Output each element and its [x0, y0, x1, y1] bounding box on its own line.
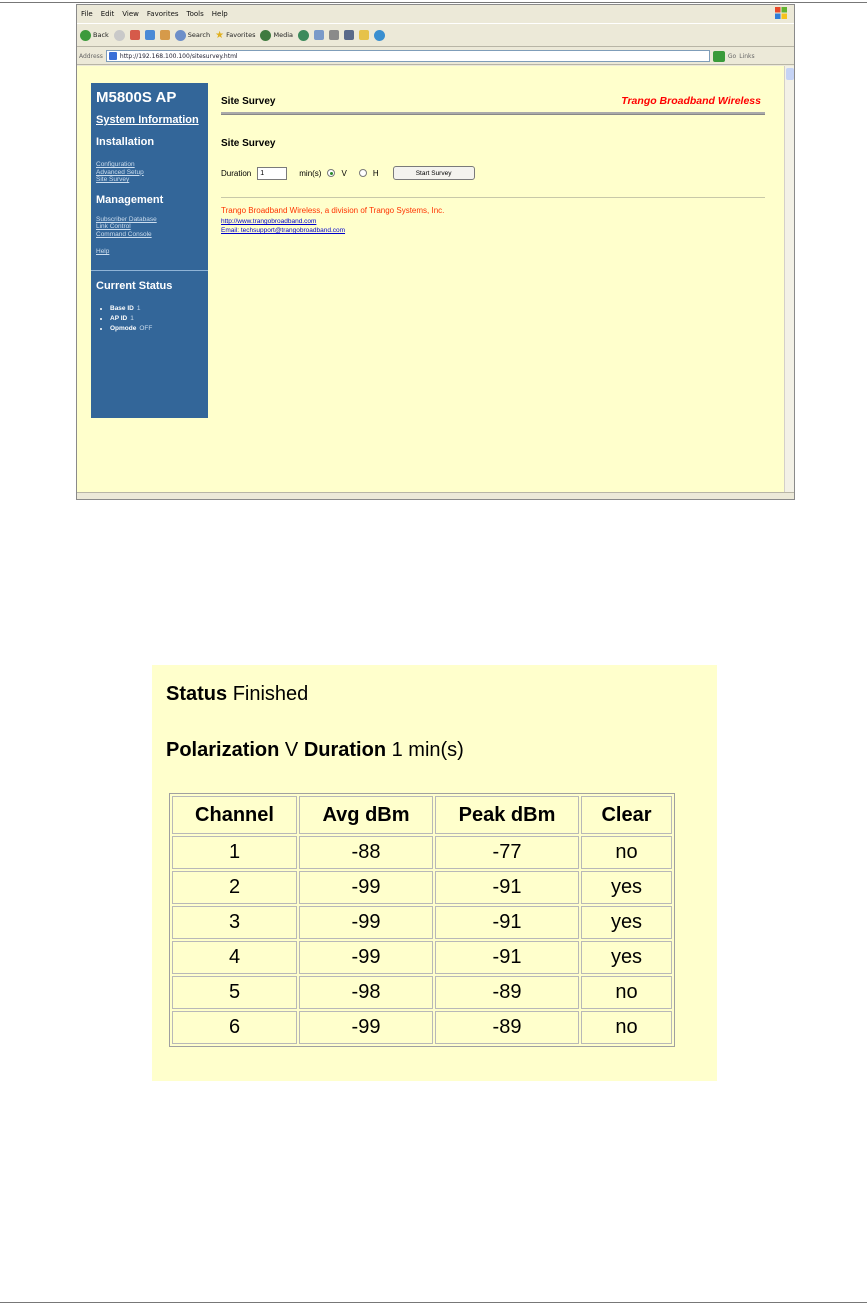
status-value: 1	[136, 304, 141, 312]
peak-dbm-cell: -91	[435, 941, 579, 974]
survey-result-panel	[152, 665, 717, 1081]
peak-dbm-cell: -91	[435, 906, 579, 939]
channel-cell: 5	[172, 976, 297, 1009]
site-survey-link[interactable]: Site Survey	[96, 176, 130, 183]
messenger-button[interactable]	[374, 30, 385, 41]
channel-cell: 3	[172, 906, 297, 939]
go-arrow-icon[interactable]	[713, 51, 725, 62]
current-status-heading: Current Status	[96, 279, 173, 292]
print-icon	[329, 30, 339, 40]
windows-logo-icon	[774, 6, 788, 20]
clear-cell: yes	[581, 906, 672, 939]
system-information-link[interactable]: System Information	[96, 114, 199, 126]
status-item-base-id	[110, 304, 203, 314]
menu-view[interactable]: View	[122, 9, 139, 18]
favorites-button[interactable]	[215, 30, 255, 41]
peak-dbm-cell: -77	[435, 836, 579, 869]
column-header-avg-dbm: Avg dBm	[299, 796, 433, 834]
refresh-button[interactable]	[145, 30, 155, 40]
status-label: Status	[166, 683, 228, 705]
page-icon	[109, 52, 117, 60]
polarization-h-label: H	[372, 168, 379, 178]
refresh-icon	[145, 30, 155, 40]
search-button[interactable]	[175, 30, 210, 41]
status-label: AP ID	[110, 314, 128, 322]
avg-dbm-cell: -99	[299, 871, 433, 904]
browser-toolbar	[77, 23, 794, 47]
website-link[interactable]: http://www.trangobroadband.com	[221, 218, 317, 225]
peak-dbm-cell: -89	[435, 1011, 579, 1044]
table-row	[172, 836, 672, 869]
table-row	[172, 906, 672, 939]
advanced-setup-link[interactable]: Advanced Setup	[96, 168, 144, 176]
menu-help[interactable]: Help	[211, 9, 228, 18]
stop-button[interactable]	[130, 30, 140, 40]
links-label[interactable]: Links	[739, 52, 755, 60]
messenger-icon	[374, 30, 385, 41]
clear-cell: yes	[581, 941, 672, 974]
menu-favorites[interactable]: Favorites	[146, 9, 179, 18]
survey-table	[169, 793, 675, 1047]
home-button[interactable]	[160, 30, 170, 40]
page-viewport	[77, 66, 784, 492]
print-button[interactable]	[329, 30, 339, 40]
status-value: Finished	[232, 683, 309, 705]
polarization-label: Polarization	[166, 739, 280, 761]
duration-input[interactable]	[257, 167, 287, 180]
installation-links	[96, 161, 203, 184]
management-links	[96, 216, 203, 239]
command-console-link[interactable]: Command Console	[96, 230, 152, 238]
browser-window	[76, 4, 795, 500]
table-row	[172, 1011, 672, 1044]
polarization-v-radio[interactable]	[327, 169, 335, 177]
vertical-scrollbar[interactable]	[784, 66, 795, 492]
duration-label: Duration	[303, 739, 387, 761]
status-value: 1	[130, 314, 134, 322]
status-line	[166, 683, 308, 706]
footer-company: Trango Broadband Wireless, a division of Trango Systems, Inc.	[221, 206, 445, 215]
address-bar	[77, 48, 794, 65]
management-heading: Management	[96, 193, 164, 206]
folder-icon	[359, 30, 369, 40]
status-bar	[77, 492, 794, 500]
link-control-link[interactable]: Link Control	[96, 223, 131, 230]
status-list	[96, 304, 203, 334]
menu-bar	[77, 5, 794, 22]
table-header-row	[172, 796, 672, 834]
address-label: Address	[79, 52, 103, 60]
avg-dbm-cell: -98	[299, 976, 433, 1009]
scroll-thumb[interactable]	[786, 68, 794, 80]
star-icon: ★	[215, 29, 225, 41]
configuration-link[interactable]: Configuration	[96, 161, 135, 168]
installation-heading: Installation	[96, 136, 155, 148]
polarization-h-radio[interactable]	[359, 169, 367, 177]
table-row	[172, 976, 672, 1009]
column-header-clear: Clear	[581, 796, 672, 834]
subscriber-database-link[interactable]: Subscriber Database	[96, 215, 157, 223]
title-divider	[221, 112, 765, 115]
channel-cell: 1	[172, 836, 297, 869]
mail-button[interactable]	[314, 30, 324, 40]
back-button[interactable]	[80, 30, 109, 41]
top-rule	[0, 2, 867, 3]
email-link[interactable]: Email: techsupport@trangobroadband.com	[221, 227, 346, 234]
status-value: OFF	[139, 324, 153, 332]
section-heading: Site Survey	[221, 138, 276, 149]
forward-arrow-icon	[114, 30, 125, 41]
polarization-v-label: V	[341, 168, 347, 178]
channel-cell: 6	[172, 1011, 297, 1044]
history-icon	[298, 30, 309, 41]
footer-divider	[221, 197, 765, 198]
start-survey-button[interactable]: Start Survey	[393, 166, 475, 180]
folder-button[interactable]	[359, 30, 369, 40]
sidebar	[91, 83, 208, 418]
column-header-channel: Channel	[172, 796, 297, 834]
stop-icon	[130, 30, 140, 40]
column-header-peak-dbm: Peak dBm	[435, 796, 579, 834]
status-item-opmode	[110, 324, 203, 334]
media-icon	[260, 30, 271, 41]
page-title: Site Survey	[221, 96, 276, 107]
mail-icon	[314, 30, 324, 40]
help-link[interactable]: Help	[96, 248, 110, 255]
device-title: M5800S AP	[96, 89, 177, 106]
history-button[interactable]	[298, 30, 309, 41]
media-button[interactable]	[260, 30, 293, 41]
duration-value: 1 min(s)	[391, 739, 464, 761]
status-item-ap-id	[110, 314, 203, 324]
table-row	[172, 941, 672, 974]
peak-dbm-cell: -91	[435, 871, 579, 904]
avg-dbm-cell: -99	[299, 1011, 433, 1044]
edit-icon	[344, 30, 354, 40]
forward-button[interactable]	[114, 30, 125, 41]
unit-label: min(s)	[299, 168, 322, 178]
survey-form	[221, 165, 475, 181]
avg-dbm-cell: -99	[299, 941, 433, 974]
brand-name: Trango Broadband Wireless	[621, 95, 761, 107]
edit-button[interactable]	[344, 30, 354, 40]
status-label: Opmode	[110, 324, 137, 332]
polarization-line	[166, 739, 464, 762]
menu-file[interactable]: File	[81, 9, 93, 18]
menu-edit[interactable]: Edit	[100, 9, 115, 18]
go-label[interactable]: Go	[727, 52, 737, 60]
clear-cell: no	[581, 836, 672, 869]
back-label: Back	[93, 31, 109, 39]
avg-dbm-cell: -88	[299, 836, 433, 869]
clear-cell: yes	[581, 871, 672, 904]
polarization-value: V	[284, 739, 299, 761]
duration-label: Duration	[221, 168, 252, 178]
back-arrow-icon	[80, 30, 91, 41]
clear-cell: no	[581, 976, 672, 1009]
search-icon	[175, 30, 186, 41]
status-label: Base ID	[110, 304, 134, 312]
home-icon	[160, 30, 170, 40]
media-label: Media	[273, 31, 293, 39]
bottom-rule	[0, 1302, 867, 1303]
address-input[interactable]	[106, 50, 710, 62]
avg-dbm-cell: -99	[299, 906, 433, 939]
address-url: http://192.168.100.100/sitesurvey.html	[119, 52, 238, 60]
search-label: Search	[187, 31, 211, 39]
channel-cell: 2	[172, 871, 297, 904]
sidebar-divider	[91, 270, 208, 271]
favorites-label: Favorites	[226, 31, 256, 39]
peak-dbm-cell: -89	[435, 976, 579, 1009]
clear-cell: no	[581, 1011, 672, 1044]
channel-cell: 4	[172, 941, 297, 974]
table-row	[172, 871, 672, 904]
menu-tools[interactable]: Tools	[186, 9, 204, 18]
